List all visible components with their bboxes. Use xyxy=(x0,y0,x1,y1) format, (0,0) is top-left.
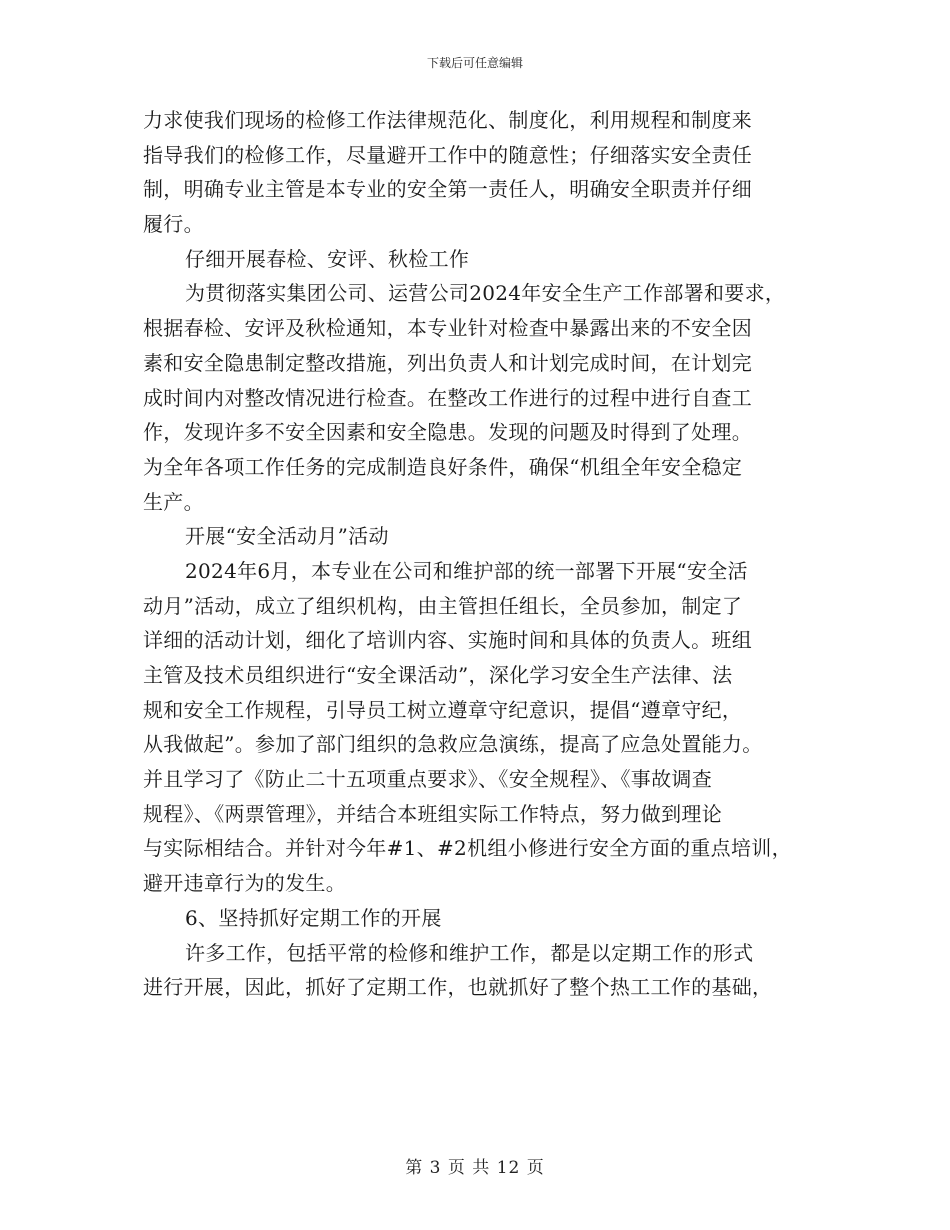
text-line: 进行开展，因此，抓好了定期工作，也就抓好了整个热工工作的基础， xyxy=(143,975,773,1000)
text-line: 为全年各项工作任务的完成制造良好条件，确保“机组全年安全稳定 xyxy=(143,454,743,479)
text-line: 与实际相结合。并针对今年#1、#2机组小修进行安全方面的重点培训， xyxy=(143,836,792,861)
text-line: 规程》、《两票管理》，并结合本班组实际工作特点，努力做到理论 xyxy=(143,801,722,826)
text-line: 开展“安全活动月”活动 xyxy=(185,524,389,549)
page-number: 第 3 页 共 12 页 xyxy=(405,1158,545,1178)
text-line: 主管及技术员组织进行“安全课活动”，深化学习安全生产法律、法 xyxy=(143,663,733,687)
text-line: 2024年6月，本专业在公司和维护部的统一部署下开展“安全活 xyxy=(185,558,748,583)
text-line: 履行。 xyxy=(143,212,204,237)
text-line: 为贯彻落实集团公司、运营公司2024年安全生产工作部署和要求， xyxy=(185,281,786,306)
text-line: 许多工作，包括平常的检修和维护工作，都是以定期工作的形式 xyxy=(185,940,754,965)
text-line: 指导我们的检修工作，尽量避开工作中的随意性；仔细落实安全责任 xyxy=(143,142,752,167)
text-line: 仔细开展春检、安评、秋检工作 xyxy=(185,246,470,271)
text-line: 规和安全工作规程，引导员工树立遵章守纪意识，提倡“遵章守纪， xyxy=(143,697,743,722)
text-line: 并且学习了《防止二十五项重点要求》、《安全规程》、《事故调查 xyxy=(143,767,712,792)
text-line: 力求使我们现场的检修工作法律规范化、制度化，利用规程和制度来 xyxy=(143,108,752,132)
text-line: 详细的活动计划，细化了培训内容、实施时间和具体的负责人。班组 xyxy=(143,628,752,653)
text-line: 成时间内对整改情况进行检查。在整改工作进行的过程中进行自查工 xyxy=(143,385,752,410)
text-line: 避开违章行为的发生。 xyxy=(143,871,346,896)
text-line: 根据春检、安评及秋检通知，本专业针对检查中暴露出来的不安全因 xyxy=(143,316,752,341)
text-line: 动月”活动，成立了组织机构，由主管担任组长，全员参加，制定了 xyxy=(143,593,743,618)
document-body xyxy=(143,103,815,1005)
text-line: 6、坚持抓好定期工作的开展 xyxy=(185,905,442,930)
text-line: 素和安全隐患制定整改措施，列出负责人和计划完成时间，在计划完 xyxy=(143,350,752,375)
text-line: 生产。 xyxy=(143,489,204,514)
text-line: 制，明确专业主管是本专业的安全第一责任人，明确安全职责并仔细 xyxy=(143,177,752,202)
text-line: 从我做起”。参加了部门组织的急救应急演练，提高了应急处置能力。 xyxy=(143,732,763,757)
page-header: 下载后可任意编辑 xyxy=(426,56,523,70)
text-line: 作，发现许多不安全因素和安全隐患。发现的问题及时得到了处理。 xyxy=(143,420,752,445)
